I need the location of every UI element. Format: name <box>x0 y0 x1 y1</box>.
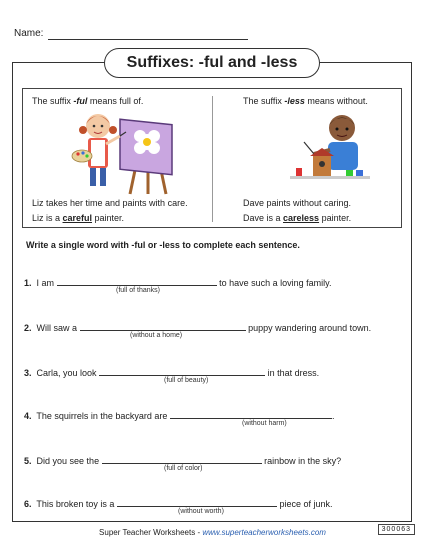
liz-painting-illustration <box>70 106 180 196</box>
ful-definition <box>32 96 143 106</box>
answer-blank-4[interactable] <box>170 409 332 419</box>
instructions: Write a single word with -ful or -less to complete each sentence. <box>26 240 300 250</box>
name-label: Name: <box>14 28 44 39</box>
question-text-after: . <box>331 411 335 421</box>
question-text-after: to have such a loving family. <box>219 278 332 288</box>
question-number: 6. <box>24 499 32 509</box>
name-line[interactable] <box>48 39 248 40</box>
question-text-before: This broken toy is a <box>36 499 115 509</box>
dave-sentence-2-pre: Dave is a <box>243 213 284 223</box>
hint-6: (without worth) <box>178 508 224 515</box>
hint-5: (full of color) <box>164 465 203 472</box>
example-divider <box>212 96 213 222</box>
liz-sentence-2-pre: Liz is a <box>32 213 63 223</box>
question-text-after: rainbow in the sky? <box>264 456 342 466</box>
hint-4: (without harm) <box>242 420 287 427</box>
ful-lead-pre: The suffix <box>32 96 74 106</box>
less-suffix: -less <box>284 96 305 106</box>
answer-blank-6[interactable] <box>117 497 277 507</box>
careless-word: careless <box>283 213 320 223</box>
question-text-before: I am <box>36 278 55 288</box>
less-lead-pre: The suffix <box>243 96 285 106</box>
question-4 <box>24 409 334 421</box>
dave-sentence-1: Dave paints without caring. <box>243 198 352 208</box>
dave-painting-illustration <box>290 110 370 192</box>
question-text-before: Carla, you look <box>36 368 97 378</box>
question-text-after: in that dress. <box>267 368 320 378</box>
question-text-after: puppy wandering around town. <box>248 323 372 333</box>
question-number: 4. <box>24 411 32 421</box>
question-text-before: Did you see the <box>36 456 100 466</box>
hint-1: (full of thanks) <box>116 287 160 294</box>
liz-sentence-2 <box>32 213 124 223</box>
answer-blank-3[interactable] <box>99 366 265 376</box>
less-lead-post: means without. <box>304 96 368 106</box>
ful-lead-post: means full of. <box>87 96 144 106</box>
question-number: 1. <box>24 278 32 288</box>
hint-2: (without a home) <box>130 332 183 339</box>
footer <box>0 528 425 537</box>
ful-suffix: -ful <box>73 96 88 106</box>
question-text-after: piece of junk. <box>279 499 333 509</box>
liz-sentence-2-post: painter. <box>92 213 125 223</box>
footer-prefix: Super Teacher Worksheets - <box>99 528 203 537</box>
question-number: 3. <box>24 368 32 378</box>
answer-blank-1[interactable] <box>57 276 217 286</box>
dave-sentence-2-post: painter. <box>319 213 352 223</box>
careful-word: careful <box>62 213 93 223</box>
question-1 <box>24 276 331 288</box>
answer-blank-2[interactable] <box>80 321 246 331</box>
question-2 <box>24 321 371 333</box>
question-text-before: The squirrels in the backyard are <box>36 411 168 421</box>
hint-3: (full of beauty) <box>164 377 209 384</box>
less-definition <box>243 96 368 106</box>
worksheet-title: Suffixes: -ful and -less <box>104 48 320 78</box>
dave-sentence-2 <box>243 213 351 223</box>
question-number: 5. <box>24 456 32 466</box>
worksheet-code: 300063 <box>378 524 415 535</box>
liz-sentence-1: Liz takes her time and paints with care. <box>32 198 188 208</box>
question-number: 2. <box>24 323 32 333</box>
question-text-before: Will saw a <box>36 323 78 333</box>
answer-blank-5[interactable] <box>102 454 262 464</box>
footer-url[interactable]: www.superteacherworksheets.com <box>202 528 326 537</box>
